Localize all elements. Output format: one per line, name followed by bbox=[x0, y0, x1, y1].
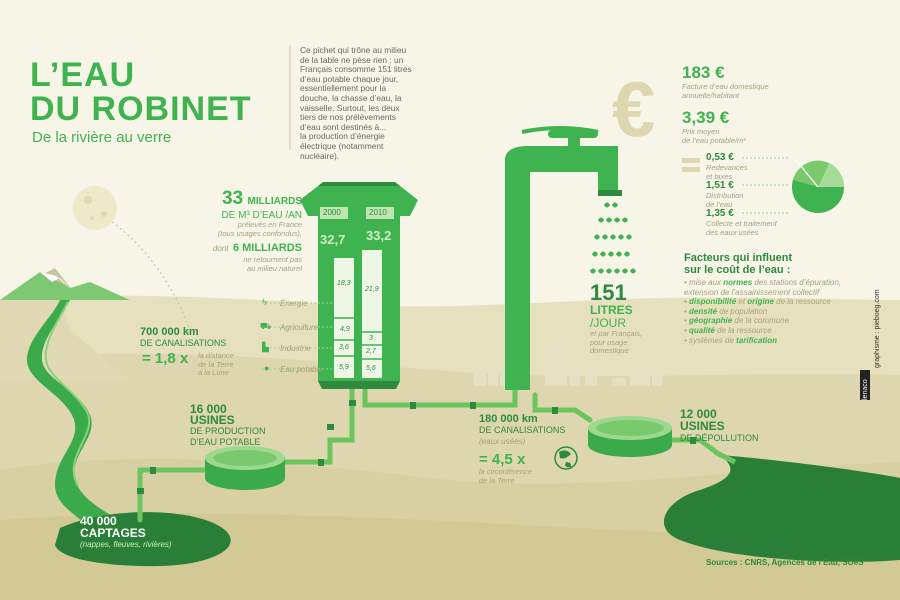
depollution-block bbox=[680, 408, 759, 444]
sewers-block bbox=[479, 414, 565, 447]
withdrawals-unit-2: DE M³ D’EAU /AN bbox=[221, 210, 302, 221]
consumption-unit-2: /JOUR bbox=[590, 316, 626, 330]
factor-item: • disponibilité et origine de la ressource bbox=[684, 297, 831, 307]
cost-item-note bbox=[706, 220, 777, 237]
plants-label-3: D’EAU POTABLE bbox=[190, 437, 261, 447]
withdrawals-block bbox=[192, 188, 302, 273]
tower-value: 5,9 bbox=[339, 364, 349, 371]
sewers-label: DE CANALISATIONS bbox=[479, 425, 566, 435]
depollution-value: 12 000 bbox=[680, 407, 717, 421]
credits-text: graphisme : pieboeg.com bbox=[874, 289, 881, 368]
tower-value: 21,9 bbox=[365, 286, 379, 293]
cost-item-note-line: Redevances bbox=[706, 163, 748, 172]
annual-bill-note bbox=[682, 83, 769, 100]
withdrawals-value: 33 bbox=[221, 188, 244, 209]
water-drop-icon: ● bbox=[264, 363, 270, 373]
title-line-2: DU ROBINET bbox=[30, 90, 252, 128]
credits-logo: lenaco bbox=[862, 379, 869, 400]
intro-line: vaisselle. Surtout, les deux bbox=[300, 102, 400, 113]
withdrawals-note: prélevés en France bbox=[237, 220, 302, 229]
consumption-unit-1: LITRES bbox=[590, 303, 633, 317]
depollution-plant-icon bbox=[588, 416, 672, 457]
depollution-label-2: DE DÉPOLLUTION bbox=[680, 433, 759, 443]
consumption-note: domestique bbox=[590, 346, 629, 355]
consumption-note: pour usage bbox=[590, 337, 628, 347]
pipes-value: 700 000 km bbox=[140, 326, 199, 338]
euro-icon bbox=[612, 65, 655, 153]
sewers-eq-note-line: de la Terre bbox=[479, 475, 515, 485]
cost-item-note-line: Distribution bbox=[706, 191, 744, 200]
captages-label: CAPTAGES bbox=[80, 526, 146, 540]
title-line-1: L’EAU bbox=[30, 56, 136, 94]
factory-icon: ▙ bbox=[262, 342, 269, 352]
tower-total-2010: 33,2 bbox=[366, 228, 392, 243]
tower-value: 5,6 bbox=[366, 365, 376, 372]
cost-item-note-line: Collecte et traitement bbox=[706, 219, 777, 228]
sources: Sources : CNRS, Agences de l’Eau, SOeS bbox=[706, 558, 864, 567]
factor-item: • mise aux normes des stations d’épuration, bbox=[684, 278, 842, 287]
plants-label-1: USINES bbox=[190, 413, 235, 427]
intro-line: d’eau potable chaque jour, bbox=[300, 73, 399, 84]
pipes-note-line: à la Lune bbox=[198, 368, 229, 377]
factor-item: • densité de population bbox=[684, 306, 768, 316]
depollution-label-1: USINES bbox=[680, 419, 725, 433]
price-value: 3,39 € bbox=[682, 108, 730, 127]
captages-block bbox=[80, 515, 172, 551]
price-note bbox=[682, 128, 746, 145]
tower-year-2010: 2010 bbox=[369, 208, 387, 217]
factor-item: • qualité de la ressource bbox=[684, 325, 772, 335]
sewers-equivalence-note bbox=[479, 468, 532, 485]
price-note-line: de l’eau potable/m³ bbox=[682, 135, 746, 145]
price-note-line: Prix moyen bbox=[682, 127, 720, 136]
factors-title-line-1: Facteurs qui influent bbox=[684, 252, 793, 264]
tower-value: 3 bbox=[369, 335, 373, 342]
tower-year-2000: 2000 bbox=[323, 208, 341, 217]
withdrawals-note: ne retournent pas bbox=[243, 255, 302, 264]
legend-potable: Eau potable bbox=[280, 365, 323, 374]
legend-energy: Énergie bbox=[280, 299, 308, 308]
plants-value: 16 000 bbox=[190, 402, 227, 416]
pipes-note-line: la distance bbox=[198, 351, 234, 360]
intro-line: douche, la chasse d’eau, la bbox=[300, 92, 402, 103]
cost-item-value: 1,51 € bbox=[706, 180, 734, 191]
tower-value: 2,7 bbox=[366, 348, 376, 355]
withdrawals-unreturned-value: 6 MILLIARDS bbox=[232, 242, 302, 254]
captages-note: (nappes, fleuves, rivières) bbox=[80, 540, 172, 549]
tower-value: 3,6 bbox=[339, 344, 349, 351]
svg-text:€: € bbox=[612, 65, 656, 153]
cost-item-note-line: et taxes bbox=[706, 171, 733, 181]
legend-industry: Industrie bbox=[280, 344, 311, 353]
subtitle: De la rivière au verre bbox=[32, 129, 172, 146]
annual-bill-value: 183 € bbox=[682, 63, 725, 82]
plants-block bbox=[190, 404, 266, 448]
water-plant-icon bbox=[205, 446, 285, 490]
cost-item-note bbox=[706, 164, 748, 181]
intro-paragraph bbox=[300, 46, 412, 161]
sewers-note: (eaux usées) bbox=[479, 437, 526, 446]
tower-total-2000: 32,7 bbox=[320, 232, 346, 247]
factors-list bbox=[684, 278, 841, 345]
lightning-icon: ϟ bbox=[262, 297, 267, 307]
annual-bill-note-line: annuelle/habitant bbox=[682, 90, 740, 100]
cost-item-note bbox=[706, 192, 744, 209]
consumption-block bbox=[590, 282, 642, 356]
intro-line: Ce pichet qui trône au milieu bbox=[300, 45, 407, 55]
pipes-label: DE CANALISATIONS bbox=[140, 338, 227, 348]
factors-title bbox=[684, 252, 792, 276]
annual-bill-note-line: Facture d’eau domestique bbox=[682, 82, 769, 91]
consumption-note: et par Français, bbox=[590, 329, 643, 338]
withdrawals-note: (tous usages confondus), bbox=[217, 228, 302, 238]
plants-label-2: DE PRODUCTION bbox=[190, 426, 266, 436]
withdrawals-dont: dont bbox=[212, 244, 229, 253]
cost-item-note-line: de l’eau bbox=[706, 199, 733, 209]
sewers-eq-note-line: la circonférence bbox=[479, 467, 532, 476]
withdrawals-note: au milieu naturel bbox=[246, 263, 302, 273]
intro-line: la production d’énergie bbox=[300, 131, 385, 142]
cost-item-value: 0,53 € bbox=[706, 152, 734, 163]
withdrawals-unit-1: MILLIARDS bbox=[247, 196, 302, 207]
pipes-equivalence: = 1,8 x bbox=[142, 350, 189, 367]
tower-value: 4,9 bbox=[340, 326, 350, 333]
moon-icon bbox=[73, 186, 117, 230]
pipes-note-line: de la Terre bbox=[198, 359, 234, 369]
consumption-value: 151 bbox=[590, 280, 627, 305]
tractor-icon: ⛟ bbox=[260, 321, 272, 331]
pipes-note bbox=[198, 352, 234, 378]
intro-line: tiers de nos prélèvements bbox=[300, 112, 396, 123]
cost-item-value: 1,35 € bbox=[706, 208, 734, 219]
factors-title-line-2: sur le coût de l’eau : bbox=[684, 264, 791, 276]
sewers-equivalence: = 4,5 x bbox=[479, 451, 526, 468]
legend-agriculture: Agriculture bbox=[280, 323, 319, 332]
captages-value: 40 000 bbox=[80, 514, 117, 528]
pipes-block bbox=[140, 326, 226, 348]
factor-item: • géographie de la commune bbox=[684, 316, 790, 326]
intro-line: Français consomme 151 litres bbox=[300, 64, 412, 75]
tower-value: 18,3 bbox=[337, 280, 351, 287]
factor-item: • systèmes de tarification bbox=[684, 335, 778, 345]
intro-line: d’eau sont destinés à... bbox=[300, 121, 387, 132]
intro-line: essentiellement pour la bbox=[300, 83, 387, 94]
factor-item: extension de l’assainissement collectif bbox=[684, 287, 820, 297]
sewers-value: 180 000 km bbox=[479, 413, 538, 425]
intro-line: électrique (notamment bbox=[300, 140, 384, 151]
intro-line: nucléaire). bbox=[300, 150, 340, 161]
intro-line: de la table ne pèse rien : un bbox=[300, 54, 404, 65]
cost-item-note-line: des eaux usées bbox=[706, 227, 759, 237]
